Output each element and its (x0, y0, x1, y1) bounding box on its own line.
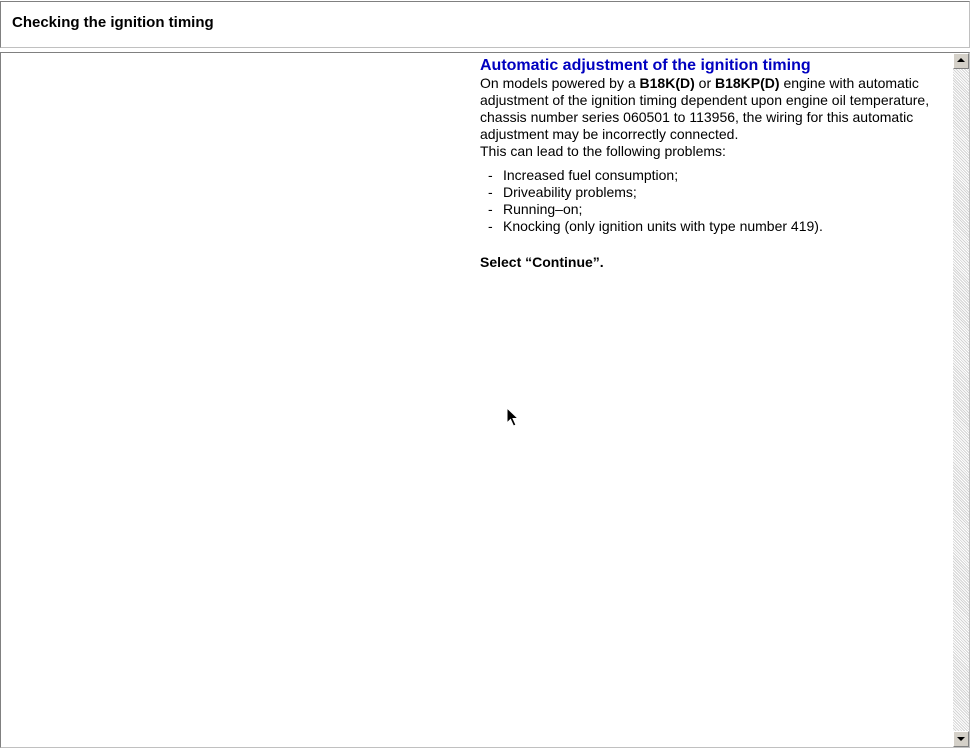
mouse-pointer-icon (506, 407, 520, 427)
list-item (480, 184, 948, 201)
page-title: Checking the ignition timing (12, 14, 214, 31)
content-frame (0, 52, 970, 748)
intro-text-part-2: or (694, 75, 715, 91)
arrow-down-icon (957, 737, 965, 741)
list-item (480, 201, 948, 218)
lead-in-text: This can lead to the following problems: (480, 143, 726, 159)
problem-text: Increased fuel consumption; (503, 167, 679, 183)
instruction-text-column (480, 57, 948, 271)
list-dash: - (488, 167, 493, 183)
problem-list (480, 167, 948, 235)
problem-text: Driveability problems; (503, 184, 637, 200)
intro-text-part-3: engine with automatic adjustment of the ignition timing dependent upon engine oil temperature, chassis number series 060501 to 113956, the wiring for this automatic adjustment may be incorrectly connected. (480, 75, 930, 142)
continue-instruction: Select “Continue”. (480, 254, 604, 270)
list-item (480, 218, 948, 235)
engine-code-1: B18K(D) (639, 75, 695, 91)
engine-code-2: B18KP(D) (715, 75, 780, 91)
section-heading: Automatic adjustment of the ignition timing (480, 57, 811, 74)
vertical-scrollbar[interactable] (953, 53, 969, 747)
list-item (480, 167, 948, 184)
problem-text: Running–on; (503, 201, 583, 217)
intro-text-part-1: On models powered by a (480, 75, 640, 91)
problem-text: Knocking (only ignition units with type number 419). (503, 218, 823, 234)
scroll-up-button[interactable] (953, 53, 969, 69)
list-dash: - (488, 184, 493, 200)
list-dash: - (488, 218, 493, 234)
scroll-down-button[interactable] (953, 731, 969, 747)
list-dash: - (488, 201, 493, 217)
intro-paragraph (480, 75, 948, 143)
arrow-up-icon (957, 58, 965, 62)
title-frame (0, 1, 970, 48)
